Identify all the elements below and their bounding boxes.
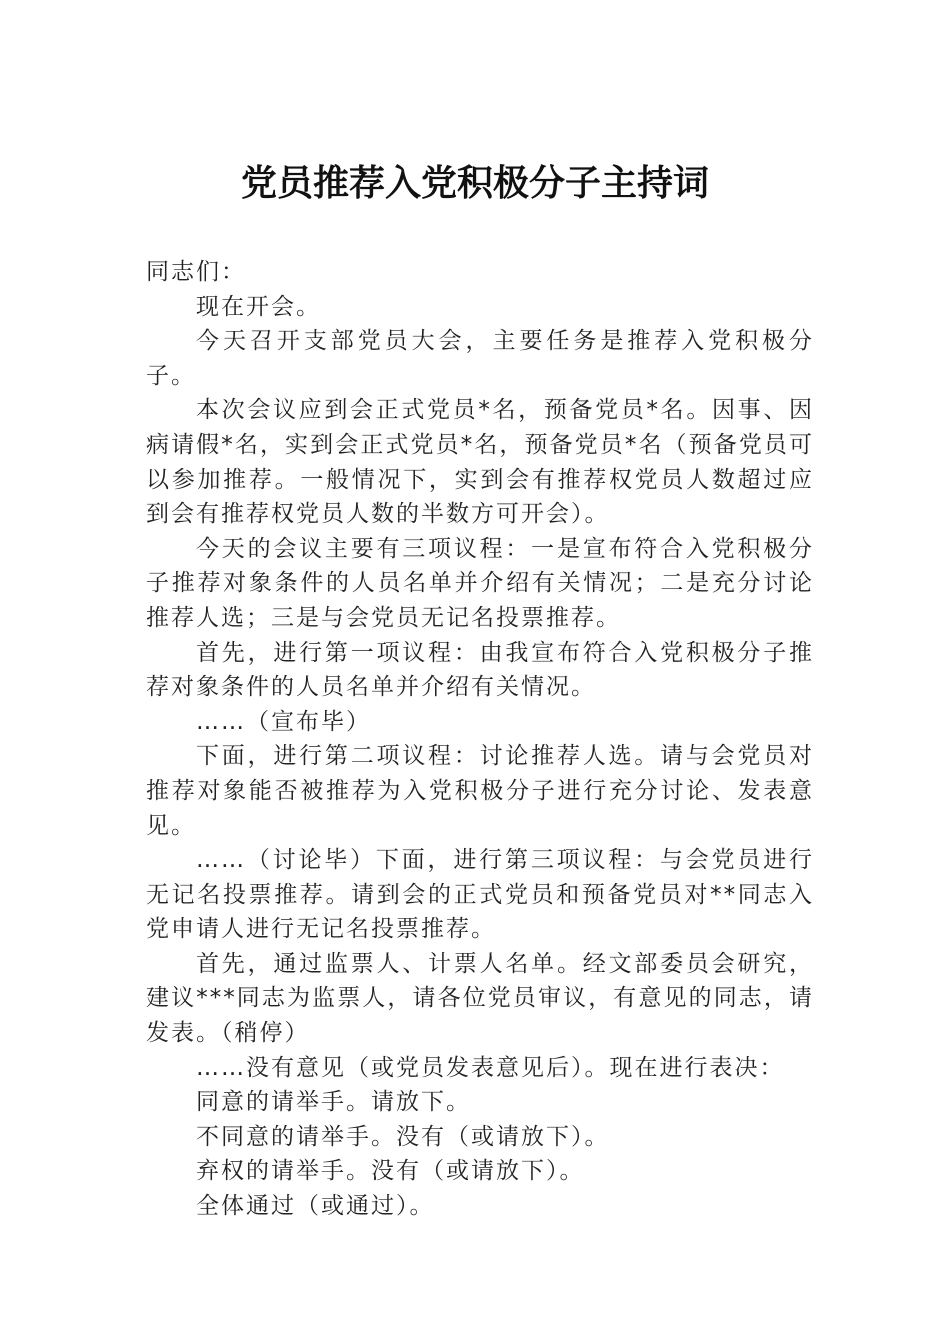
paragraph: 今天的会议主要有三项议程：一是宣布符合入党积极分子推荐对象条件的人员名单并介绍有关情况；二是充分讨论推荐人选；三是与会党员无记名投票推荐。 — [146, 535, 814, 631]
paragraph: 同意的请举手。请放下。 — [196, 1089, 471, 1116]
paragraph-salutation: 同志们： — [146, 259, 246, 285]
paragraph: 首先，进行第一项议程：由我宣布符合入党积极分子推荐对象条件的人员名单并介绍有关情况。 — [146, 639, 814, 701]
paragraph: ……（宣布毕） — [196, 708, 371, 735]
paragraph: 弃权的请举手。没有（或请放下）。 — [196, 1158, 585, 1185]
paragraph: 全体通过（或通过）。 — [196, 1193, 435, 1220]
paragraph: 现在开会。 — [196, 293, 321, 320]
paragraph: 本次会议应到会正式党员*名，预备党员*名。因事、因病请假*名，实到会正式党员*名，预备党员*名（预备党员可以参加推荐。一般情况下，实到会有推荐权党员人数超过应到会有推荐权党员人数的半数方可开会）。 — [146, 397, 814, 528]
paragraph: ……（讨论毕）下面，进行第三项议程：与会党员进行无记名投票推荐。请到会的正式党员和预备党员对**同志入党申请人进行无记名投票推荐。 — [146, 847, 814, 943]
paragraph: ……没有意见（或党员发表意见后）。现在进行表决： — [196, 1054, 785, 1081]
paragraph: 下面，进行第二项议程：讨论推荐人选。请与会党员对推荐对象能否被推荐为入党积极分子进行充分讨论、发表意见。 — [146, 743, 814, 839]
paragraph: 不同意的请举手。没有（或请放下）。 — [196, 1123, 610, 1150]
paragraph: 今天召开支部党员大会，主要任务是推荐入党积极分子。 — [146, 328, 814, 389]
document-title: 党员推荐入党积极分子主持词 — [240, 162, 709, 204]
document-body — [146, 255, 814, 1224]
paragraph: 首先，通过监票人、计票人名单。经文部委员会研究，建议***同志为监票人，请各位党员审议，有意见的同志，请发表。（稍停） — [146, 950, 814, 1047]
